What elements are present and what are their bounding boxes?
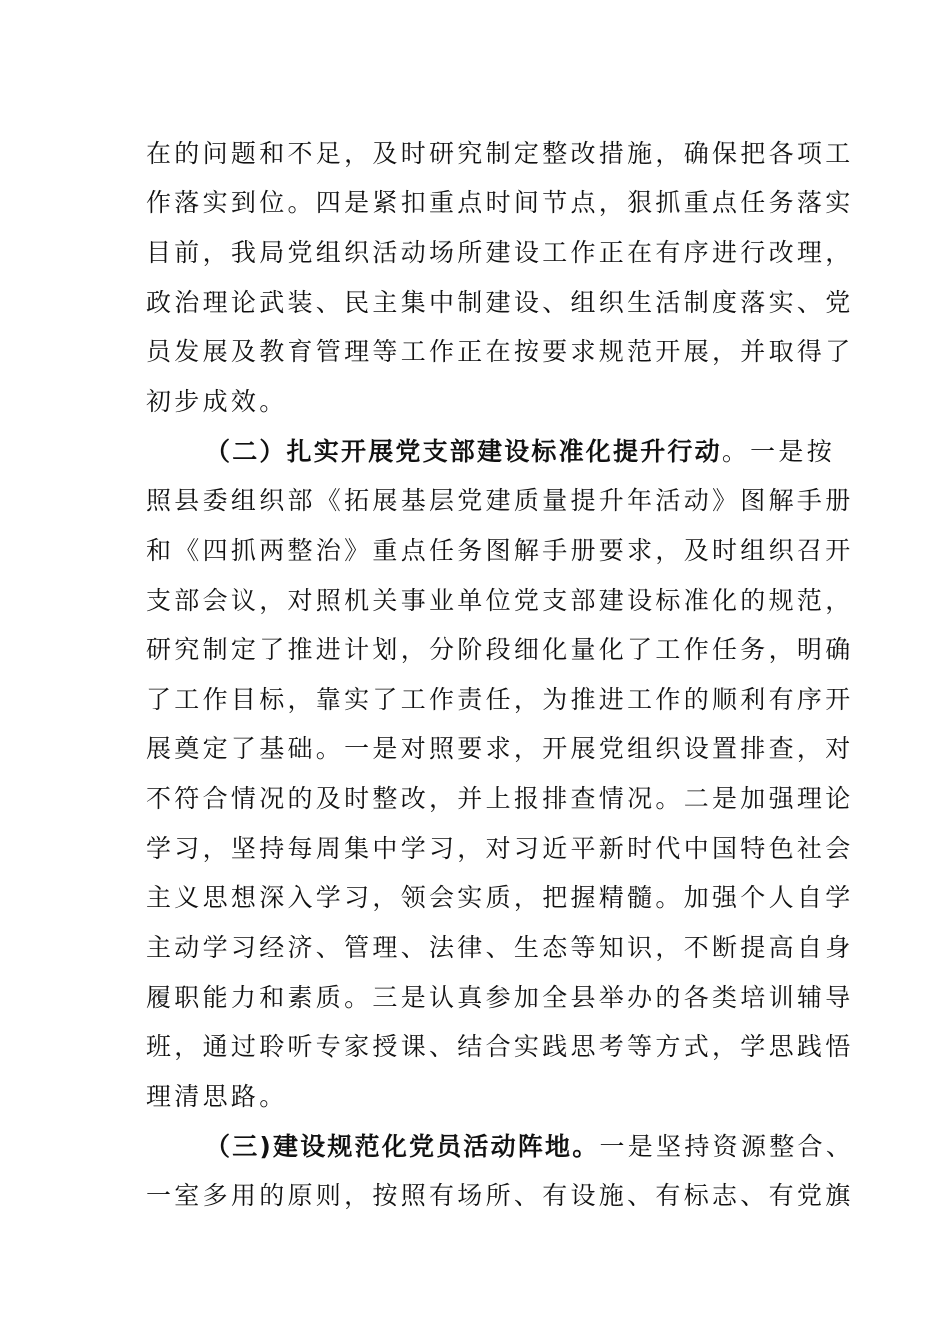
section-2-intro: 。一是按	[721, 437, 836, 466]
text-line: 初步成效。	[146, 387, 288, 416]
section-2-heading: （二）扎实开展党支部建设标准化提升行动	[205, 437, 722, 466]
section-3-first-line	[205, 1131, 854, 1163]
text-line: 展奠定了基础。一是对照要求，开展党组织设置排查，对	[146, 734, 854, 763]
text-line: 作落实到位。四是紧扣重点时间节点，狠抓重点任务落实	[146, 188, 854, 217]
section-3-intro: 一是坚持资源整合、	[599, 1132, 855, 1161]
text-line: 了工作目标，靠实了工作责任，为推进工作的顺利有序开	[146, 685, 854, 714]
text-line: 主义思想深入学习，领会实质，把握精髓。加强个人自学	[146, 883, 854, 912]
text-line: 研究制定了推进计划，分阶段细化量化了工作任务，明确	[146, 635, 854, 664]
text-line: 主动学习经济、管理、法律、生态等知识，不断提高自身	[146, 933, 854, 962]
text-line: 班，通过聆听专家授课、结合实践思考等方式，学思践悟	[146, 1032, 854, 1061]
text-line: 员发展及教育管理等工作正在按要求规范开展，并取得了	[146, 337, 854, 366]
text-line: 理清思路。	[146, 1082, 288, 1111]
text-line: 履职能力和素质。三是认真参加全县举办的各类培训辅导	[146, 983, 854, 1012]
text-line: 支部会议，对照机关事业单位党支部建设标准化的规范，	[146, 586, 854, 615]
text-line: 学习，坚持每周集中学习，对习近平新时代中国特色社会	[146, 834, 854, 863]
text-line: 和《四抓两整治》重点任务图解手册要求，及时组织召开	[146, 536, 854, 565]
section-3-heading: （三)建设规范化党员活动阵地。	[205, 1132, 600, 1161]
text-line: 政治理论武装、民主集中制建设、组织生活制度落实、党	[146, 288, 854, 317]
text-line: 目前，我局党组织活动场所建设工作正在有序进行改理，	[146, 238, 854, 267]
text-line: 在的问题和不足，及时研究制定整改措施，确保把各项工	[146, 139, 854, 168]
text-line: 一室多用的原则，按照有场所、有设施、有标志、有党旗	[146, 1181, 854, 1210]
text-line: 照县委组织部《拓展基层党建质量提升年活动》图解手册	[146, 486, 854, 515]
section-2-first-line	[205, 436, 835, 468]
text-line: 不符合情况的及时整改，并上报排查情况。二是加强理论	[146, 784, 854, 813]
